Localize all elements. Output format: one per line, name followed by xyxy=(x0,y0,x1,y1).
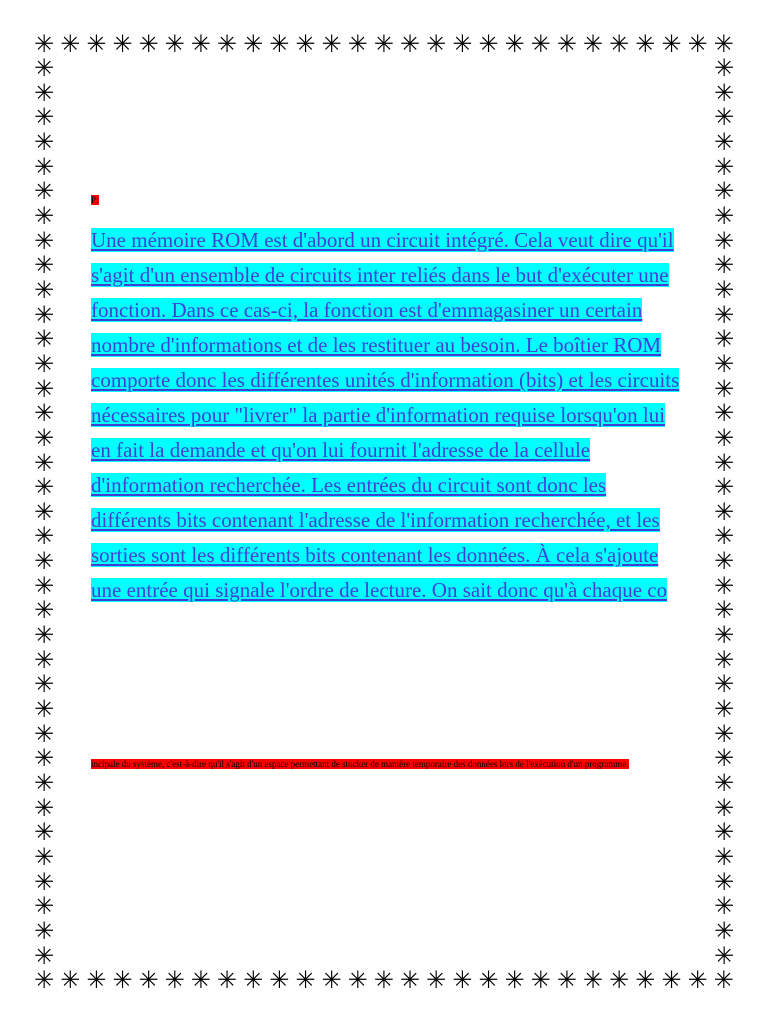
border-star-icon: ✳ xyxy=(321,966,342,994)
border-star-icon: ✳ xyxy=(582,966,603,994)
border-star-icon: ✳ xyxy=(530,966,551,994)
footnote xyxy=(91,758,681,770)
border-star-icon: ✳ xyxy=(33,423,55,452)
border-star-icon: ✳ xyxy=(556,30,577,58)
border-star-icon: ✳ xyxy=(33,596,55,625)
border-star-icon: ✳ xyxy=(33,30,55,58)
border-star-icon: ✳ xyxy=(713,867,735,896)
border-top xyxy=(32,32,736,56)
border-star-icon: ✳ xyxy=(713,103,735,132)
border-star-icon: ✳ xyxy=(112,966,133,994)
border-star-icon: ✳ xyxy=(713,571,735,600)
border-star-icon: ✳ xyxy=(33,226,55,255)
border-star-icon: ✳ xyxy=(33,571,55,600)
border-star-icon: ✳ xyxy=(373,30,394,58)
border-star-icon: ✳ xyxy=(33,843,55,871)
border-star-icon: ✳ xyxy=(33,670,55,699)
border-star-icon: ✳ xyxy=(33,399,55,428)
border-star-icon: ✳ xyxy=(33,374,55,403)
border-star-icon: ✳ xyxy=(33,744,55,773)
border-star-icon: ✳ xyxy=(33,941,55,970)
border-star-icon: ✳ xyxy=(713,916,735,945)
border-star-icon: ✳ xyxy=(33,300,55,329)
border-star-icon: ✳ xyxy=(33,695,55,724)
page-marker: P: xyxy=(91,195,99,205)
border-star-icon: ✳ xyxy=(713,670,735,699)
border-star-icon: ✳ xyxy=(60,966,81,994)
border-star-icon: ✳ xyxy=(112,30,133,58)
border-star-icon: ✳ xyxy=(33,152,55,181)
body-paragraph xyxy=(91,223,686,608)
border-star-icon: ✳ xyxy=(635,966,656,994)
border-right xyxy=(712,56,736,968)
border-star-icon: ✳ xyxy=(713,818,735,847)
border-star-icon: ✳ xyxy=(504,30,525,58)
border-star-icon: ✳ xyxy=(556,966,577,994)
border-star-icon: ✳ xyxy=(713,719,735,748)
border-star-icon: ✳ xyxy=(713,695,735,724)
border-star-icon: ✳ xyxy=(33,892,55,921)
border-star-icon: ✳ xyxy=(347,966,368,994)
border-star-icon: ✳ xyxy=(713,547,735,576)
border-star-icon: ✳ xyxy=(164,966,185,994)
footnote-text: incipale du système, c'est-à-dire qu'il s'agit d'un espace permettant de stocker de manière temporaire des données lors de l'exécution d'un programme. xyxy=(91,759,629,769)
border-star-icon: ✳ xyxy=(33,103,55,132)
border-star-icon: ✳ xyxy=(33,966,55,994)
border-star-icon: ✳ xyxy=(347,30,368,58)
border-star-icon: ✳ xyxy=(295,966,316,994)
border-star-icon: ✳ xyxy=(713,843,735,871)
border-star-icon: ✳ xyxy=(713,201,735,230)
border-star-icon: ✳ xyxy=(661,30,682,58)
border-star-icon: ✳ xyxy=(713,275,735,304)
border-star-icon: ✳ xyxy=(33,275,55,304)
border-star-icon: ✳ xyxy=(243,966,264,994)
border-star-icon: ✳ xyxy=(86,966,107,994)
border-star-icon: ✳ xyxy=(687,30,708,58)
border-star-icon: ✳ xyxy=(713,300,735,329)
border-star-icon: ✳ xyxy=(86,30,107,58)
border-star-icon: ✳ xyxy=(713,448,735,477)
border-star-icon: ✳ xyxy=(33,719,55,748)
border-star-icon: ✳ xyxy=(269,30,290,58)
border-star-icon: ✳ xyxy=(452,966,473,994)
border-star-icon: ✳ xyxy=(33,916,55,945)
border-star-icon: ✳ xyxy=(713,793,735,822)
border-star-icon: ✳ xyxy=(582,30,603,58)
border-star-icon: ✳ xyxy=(609,966,630,994)
border-star-icon: ✳ xyxy=(190,30,211,58)
border-star-icon: ✳ xyxy=(713,497,735,526)
border-star-icon: ✳ xyxy=(713,769,735,798)
border-star-icon: ✳ xyxy=(33,793,55,822)
border-star-icon: ✳ xyxy=(33,547,55,576)
body-text-highlighted: Une mémoire ROM est d'abord un circuit intégré. Cela veut dire qu'il s'agit d'un ensemble de circuits inter reliés dans le but d'exécuter une fonction. Dans ce cas-ci, la fonction est d'emmagasiner un certain nombre d'informations et de les restituer au besoin. Le boîtier ROM comporte donc les différentes unités d'information (bits) et les circuits nécessaires pour "livrer" la partie d'information requise lorsqu'on lui en fait la demande et qu'on lui fournit l'adresse de la cellule d'information recherchée. Les entrées du circuit sont donc les différents bits contenant l'adresse de l'information recherchée, et les sorties sont les différents bits contenant les données. À cela s'ajoute une entrée qui signale l'ordre de lecture. On sait donc qu'à chaque co xyxy=(91,228,680,602)
border-star-icon: ✳ xyxy=(164,30,185,58)
border-star-icon: ✳ xyxy=(216,30,238,58)
border-left xyxy=(32,56,56,968)
border-star-icon: ✳ xyxy=(713,226,735,255)
border-star-icon: ✳ xyxy=(687,966,708,994)
border-star-icon: ✳ xyxy=(33,177,55,206)
border-star-icon: ✳ xyxy=(713,966,734,994)
border-star-icon: ✳ xyxy=(713,522,735,551)
border-star-icon: ✳ xyxy=(426,966,447,994)
border-star-icon: ✳ xyxy=(399,30,421,58)
border-star-icon: ✳ xyxy=(33,818,55,847)
border-star-icon: ✳ xyxy=(138,30,159,58)
border-star-icon: ✳ xyxy=(33,497,55,526)
border-star-icon: ✳ xyxy=(713,349,735,378)
border-star-icon: ✳ xyxy=(609,30,630,58)
border-star-icon: ✳ xyxy=(713,177,735,206)
border-star-icon: ✳ xyxy=(713,744,735,773)
border-star-icon: ✳ xyxy=(530,30,551,58)
border-star-icon: ✳ xyxy=(452,30,473,58)
border-star-icon: ✳ xyxy=(713,596,735,625)
border-star-icon: ✳ xyxy=(713,645,735,674)
border-star-icon: ✳ xyxy=(713,374,735,403)
border-star-icon: ✳ xyxy=(33,325,55,354)
border-star-icon: ✳ xyxy=(321,30,342,58)
border-star-icon: ✳ xyxy=(33,448,55,477)
border-star-icon: ✳ xyxy=(713,30,734,58)
border-star-icon: ✳ xyxy=(478,30,499,58)
border-star-icon: ✳ xyxy=(713,473,735,502)
border-bottom xyxy=(32,968,736,992)
border-star-icon: ✳ xyxy=(713,54,735,82)
border-star-icon: ✳ xyxy=(33,473,55,502)
border-star-icon: ✳ xyxy=(138,966,159,994)
border-star-icon: ✳ xyxy=(33,349,55,378)
border-star-icon: ✳ xyxy=(295,30,316,58)
border-star-icon: ✳ xyxy=(33,54,55,82)
border-star-icon: ✳ xyxy=(713,423,735,452)
border-star-icon: ✳ xyxy=(33,78,55,107)
border-star-icon: ✳ xyxy=(713,399,735,428)
border-star-icon: ✳ xyxy=(426,30,447,58)
border-star-icon: ✳ xyxy=(713,152,735,181)
border-star-icon: ✳ xyxy=(713,892,735,921)
border-star-icon: ✳ xyxy=(635,30,656,58)
border-star-icon: ✳ xyxy=(713,127,735,156)
border-star-icon: ✳ xyxy=(713,251,735,280)
border-star-icon: ✳ xyxy=(399,966,421,994)
border-star-icon: ✳ xyxy=(478,966,499,994)
border-star-icon: ✳ xyxy=(504,966,525,994)
border-star-icon: ✳ xyxy=(661,966,682,994)
border-star-icon: ✳ xyxy=(33,621,55,650)
border-star-icon: ✳ xyxy=(33,251,55,280)
border-star-icon: ✳ xyxy=(216,966,238,994)
border-star-icon: ✳ xyxy=(33,867,55,896)
border-star-icon: ✳ xyxy=(33,127,55,156)
border-star-icon: ✳ xyxy=(243,30,264,58)
border-star-icon: ✳ xyxy=(373,966,394,994)
border-star-icon: ✳ xyxy=(713,78,735,107)
border-star-icon: ✳ xyxy=(713,325,735,354)
border-star-icon: ✳ xyxy=(33,201,55,230)
border-star-icon: ✳ xyxy=(713,941,735,970)
border-star-icon: ✳ xyxy=(190,966,211,994)
border-star-icon: ✳ xyxy=(33,769,55,798)
border-star-icon: ✳ xyxy=(713,621,735,650)
border-star-icon: ✳ xyxy=(60,30,81,58)
border-star-icon: ✳ xyxy=(269,966,290,994)
border-star-icon: ✳ xyxy=(33,522,55,551)
border-star-icon: ✳ xyxy=(33,645,55,674)
